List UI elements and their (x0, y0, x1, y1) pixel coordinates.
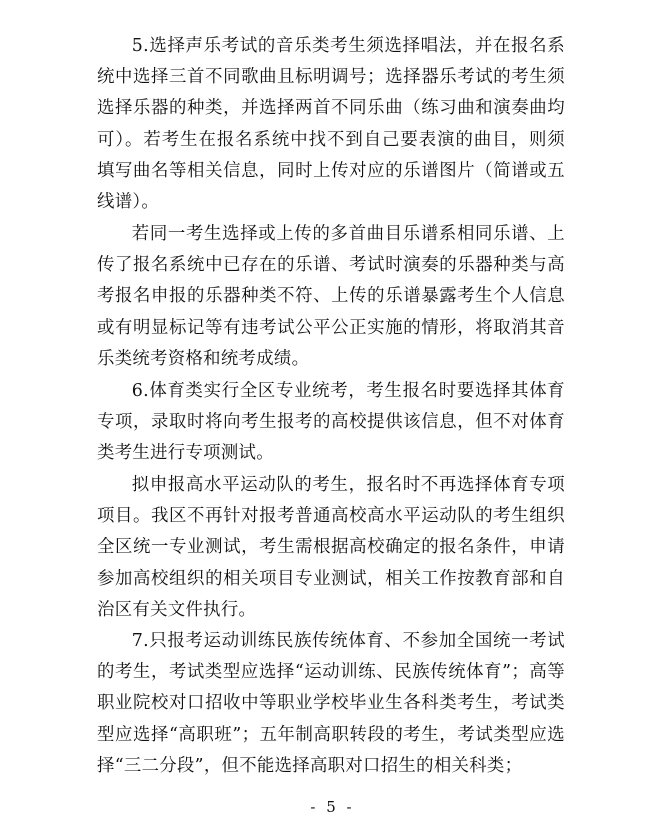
page-number: - 5 - (310, 798, 355, 816)
paragraph-sports-exam: 6.体育类实行全区专业统考，考生报名时要选择其体育专项，录取时将向考生报考的高校提供该信息，但不对体育类考生进行专项测试。 (97, 381, 565, 464)
paragraph-vocal-instrumental-exam: 5.选择声乐考试的音乐类考生须选择唱法，并在报名系统中选择三首不同歌曲且标明调号；选择器乐考试的考生须选择乐器的种类，并选择两首不同乐曲（练习曲和演奏曲均可）。若考生在报名系统中找不到自己要表演的曲目，则须填写曲名等相关信息，同时上传对应的乐谱图片（简谱或五线谱）。 (97, 36, 565, 213)
paragraph-high-level-sports-team: 拟申报高水平运动队的考生，报名时不再选择体育专项项目。我区不再针对报考普通高校高水平运动队的考生组织全区统一专业测试，考生需根据高校确定的报名条件，申请参加高校组织的相关项目专业测试，相关工作按教育部和自治区有关文件执行。 (97, 475, 565, 620)
paragraph-music-score-violations: 若同一考生选择或上传的多首曲目乐谱系相同乐谱、上传了报名系统中已存在的乐谱、考试时演奏的乐器种类与高考报名申报的乐器种类不符、上传的乐谱暴露考生个人信息或有明显标记等有违考试公平公正实施的情形，将取消其音乐类统考资格和统考成绩。 (97, 224, 565, 369)
paragraph-exam-type-selection: 7.只报考运动训练民族传统体育、不参加全国统一考试的考生，考试类型应选择“运动训练、民族传统体育”；高等职业院校对口招收中等职业学校毕业生各科类考生，考试类型应选择“高职班”；五年制高职转段的考生，考试类型应选择“三二分段”，但不能选择高职对口招生的相关科类； (97, 631, 565, 776)
